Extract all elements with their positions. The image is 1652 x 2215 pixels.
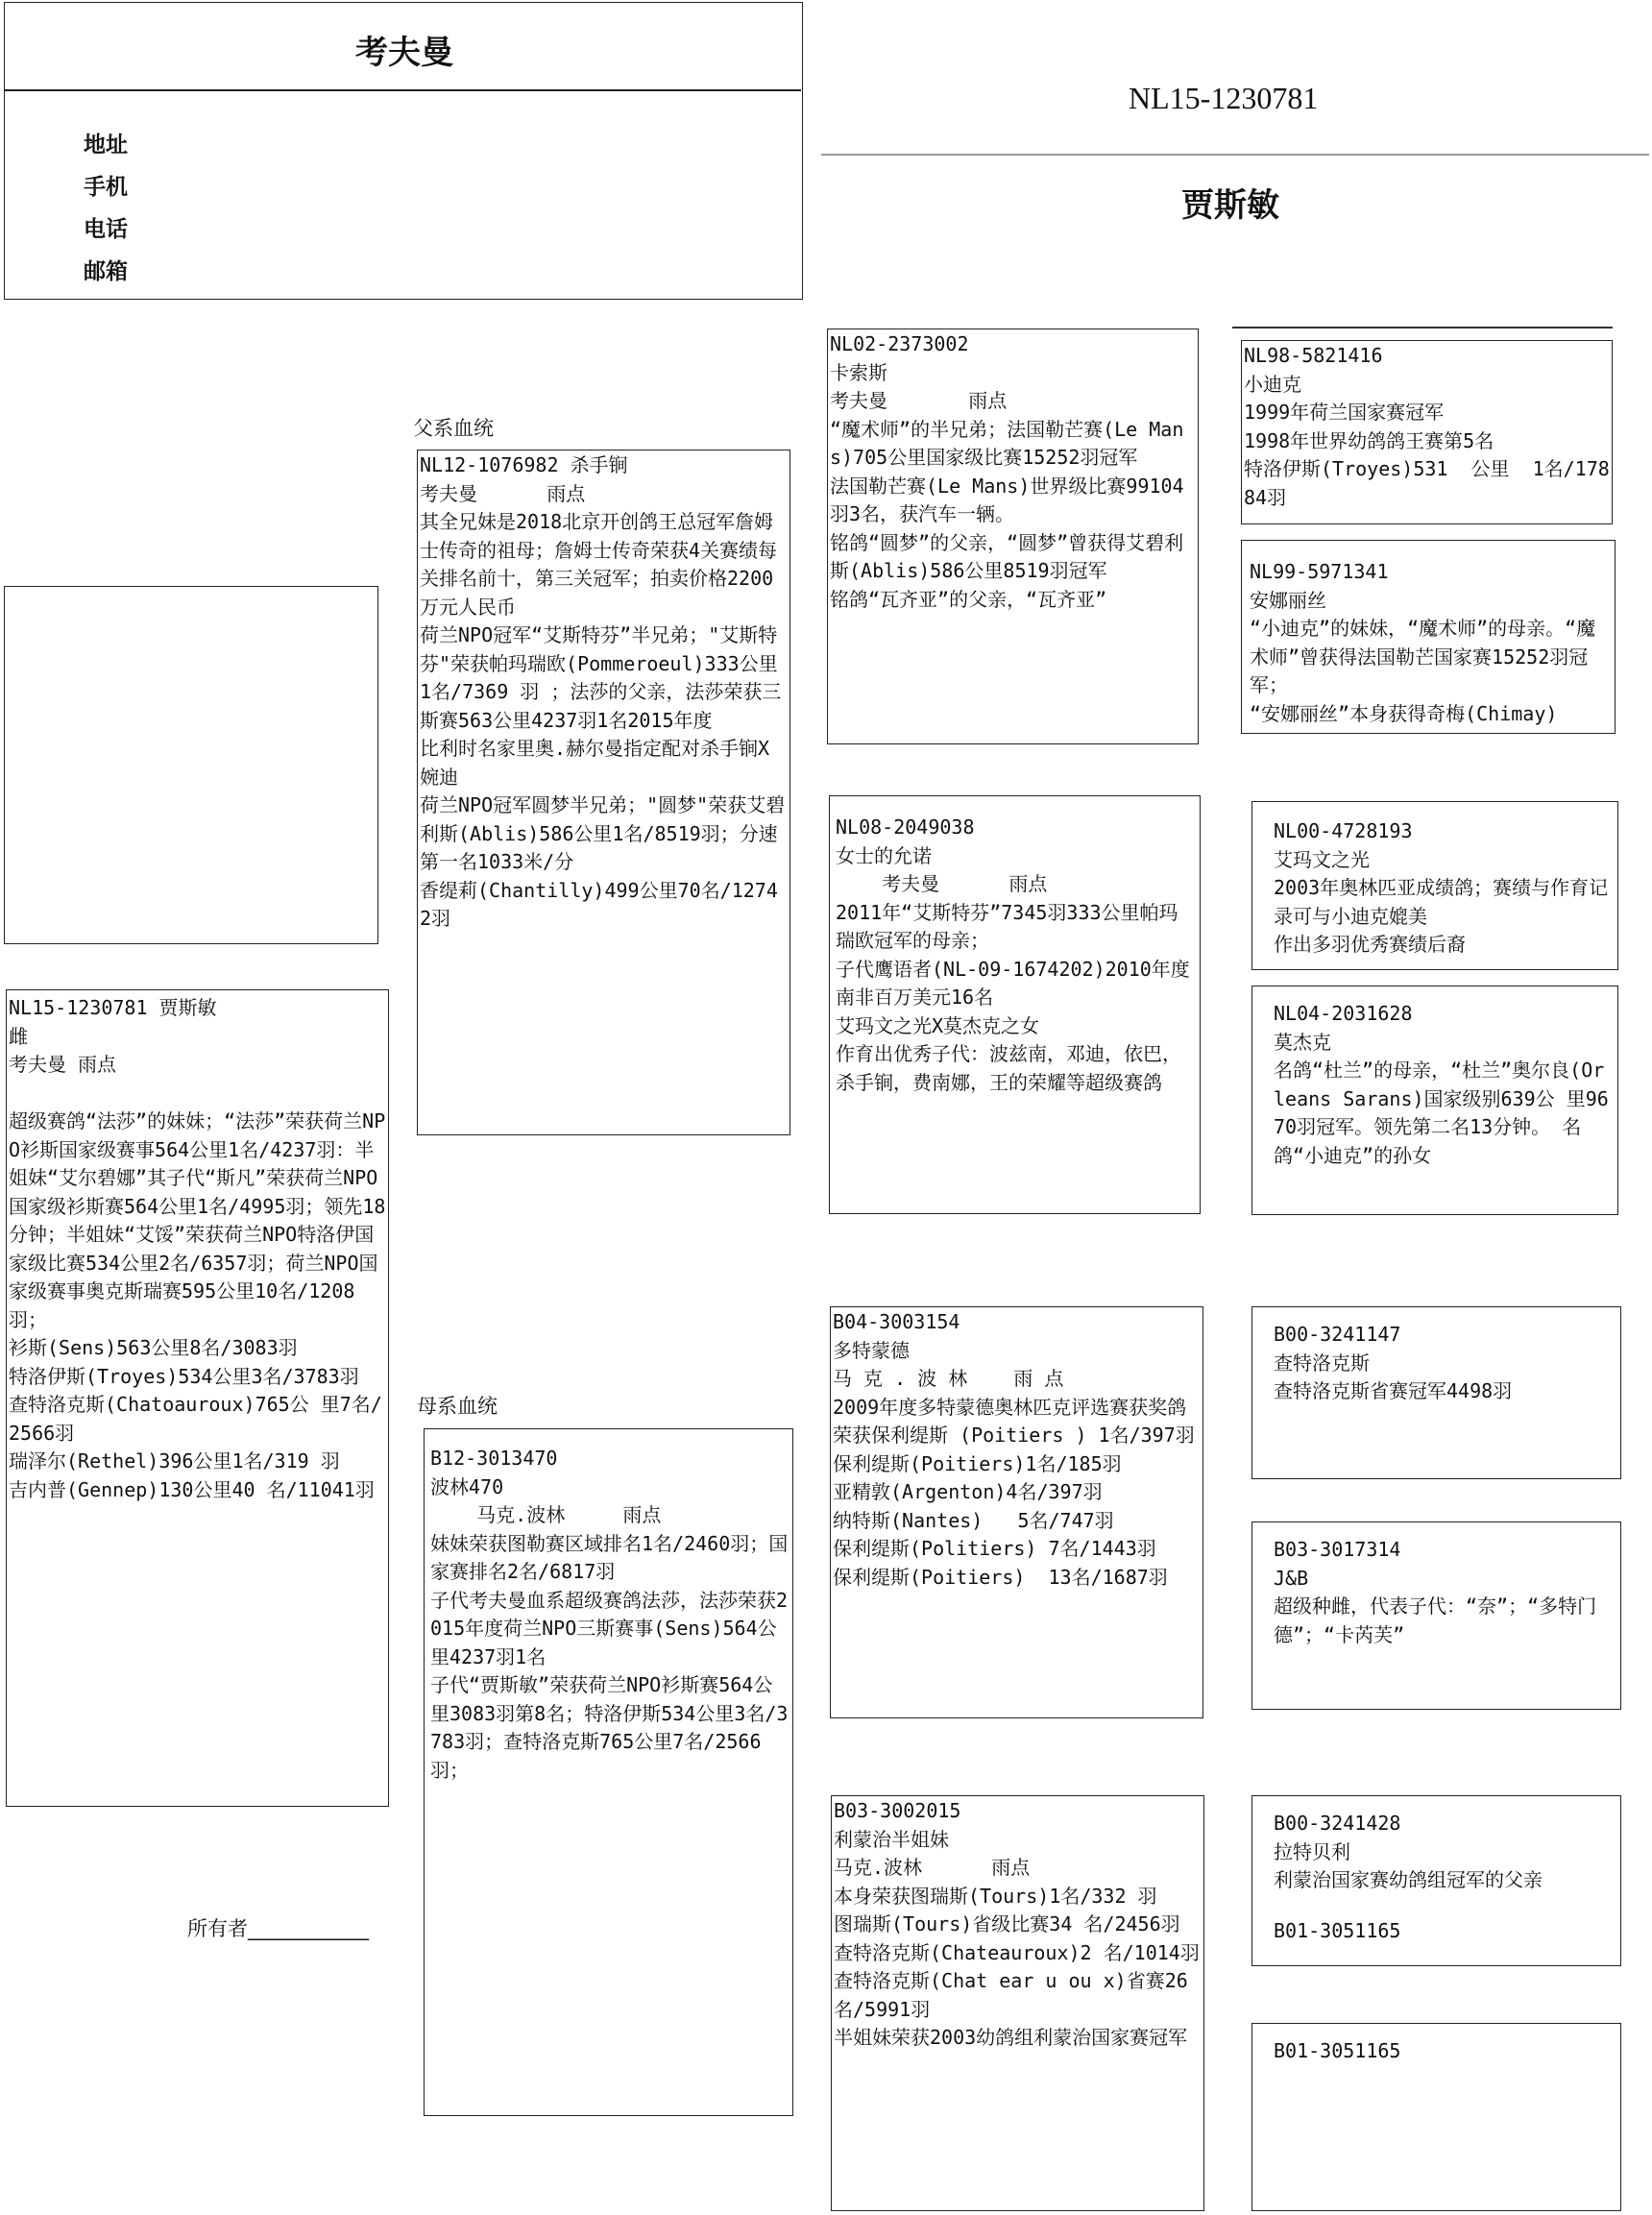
gen4-note: 2003年奥林匹亚成绩鸽；赛绩与作育记录可与小迪克媲美 — [1274, 876, 1609, 928]
gen4-card-7 — [1251, 1795, 1621, 1966]
gen3-breeder: 考夫曼 雨点 — [836, 872, 1048, 895]
grandsire-sire-card — [827, 329, 1199, 744]
gen4-name: 查特洛克斯 — [1274, 1351, 1370, 1375]
sire-ring-name: NL12-1076982 杀手锏 — [420, 453, 628, 476]
sire-breeder: 考夫曼 雨点 — [420, 481, 586, 505]
gen4-note: 1998年世界幼鸽鸽王赛第5名 — [1244, 428, 1494, 452]
gen4-note: “安娜丽丝”本身获得奇梅(Chimay) — [1250, 701, 1558, 725]
dam-ring: B12-3013470 — [430, 1447, 558, 1470]
owner-label: 所有者 — [187, 1917, 248, 1940]
gen4-ring: NL98-5821416 — [1244, 344, 1383, 367]
dam-breeder: 马克.波林 雨点 — [430, 1503, 662, 1526]
gen3-name: 女士的允诺 — [836, 843, 932, 867]
gen3-note: 荣获保利缇斯 (Poitiers ) 1名/397羽 — [833, 1424, 1195, 1447]
subject-card — [6, 989, 389, 1807]
subject-result: 衫斯(Sens)563公里8名/3083羽 — [9, 1336, 298, 1359]
gen3-note: 纳特斯(Nantes) 5名/747羽 — [833, 1508, 1114, 1532]
gen4-ring: B00-3241147 — [1274, 1323, 1401, 1346]
ring-number: NL15-1230781 — [1129, 81, 1319, 115]
gen3-note: 铭鸽“瓦齐亚”的父亲，“瓦齐亚” — [830, 587, 1107, 611]
header-divider — [5, 89, 801, 91]
gen3-name: 卡索斯 — [830, 360, 887, 384]
subject-breeder: 考夫曼 雨点 — [9, 1053, 117, 1076]
gen4-name: 莫杰克 — [1274, 1030, 1331, 1054]
title-divider — [821, 154, 1649, 156]
gen3-breeder: 马 克 . 波 林 雨 点 — [833, 1367, 1064, 1390]
gen4-name: 艾玛文之光 — [1274, 847, 1370, 871]
granddam-dam-card — [831, 1795, 1204, 2211]
grandsire-dam-card — [830, 1306, 1203, 1718]
gen3-note: 法国勒芒赛(Le Mans)世界级比赛99104羽3名，获汽车一辆。 — [830, 474, 1184, 525]
gen3-note: 艾玛文之光X莫杰克之女 — [836, 1013, 1040, 1037]
gen3-ring: B04-3003154 — [833, 1310, 960, 1333]
email-label: 邮箱 — [84, 259, 128, 284]
gen3-ring: NL02-2373002 — [830, 332, 969, 355]
gen4-ring: B01-3051165 — [1274, 2039, 1401, 2062]
gen4-name: 小迪克 — [1244, 372, 1301, 396]
owner-name: 考夫曼 — [355, 36, 453, 71]
dam-name: 波林470 — [430, 1474, 504, 1498]
gen3-note: 半姐妹荣获2003幼鸽组利蒙治国家赛冠军 — [834, 2026, 1188, 2049]
dam-line-label: 母系血统 — [417, 1395, 498, 1418]
gen4-ring: B03-3017314 — [1274, 1538, 1401, 1561]
gen3-note: 图瑞斯(Tours)省级比赛34 名/2456羽 — [834, 1912, 1180, 1935]
sire-note: 荷兰NPO冠军“艾斯特芬”半兄弟；"艾斯特芬"荣获帕玛瑞欧(Pommeroeul)333公里1名/7369 羽 ；法莎的父亲，法莎荣获三斯赛563公里4237羽1名2015年度 — [420, 623, 782, 732]
phone-label: 电话 — [84, 217, 128, 242]
gen3-note: 本身荣获图瑞斯(Tours)1名/332 羽 — [834, 1884, 1157, 1908]
subject-description: 超级赛鸽“法莎”的妹妹；“法莎”荣获荷兰NPO衫斯国家级赛事564公里1名/4237羽：半姐妹“艾尔碧娜”其子代“斯凡”荣获荷兰NPO国家级衫斯赛564公里1名/4995羽；领先18分钟；半姐妹“艾馁”荣获荷兰NPO特洛伊国家级比赛534公里2名/6357羽；荷兰NPO国家级赛事奥克斯瑞赛595公里10名/1208羽； — [9, 1109, 386, 1331]
dam-card — [424, 1428, 793, 2116]
gen3-note: 保利缇斯(Politiers) 7名/1443羽 — [833, 1537, 1156, 1560]
bird-name: 贾斯敏 — [1181, 188, 1279, 224]
gen3-ring: B03-3002015 — [834, 1799, 961, 1822]
gen4-note: 1999年荷兰国家赛冠军 — [1244, 401, 1445, 424]
gen4-ring: NL00-4728193 — [1274, 819, 1413, 842]
gen3-note: 2009年度多特蒙德奥林匹克评选赛获奖鸽 — [833, 1395, 1187, 1419]
gen4-card-1 — [1241, 340, 1613, 524]
sire-line-label: 父系血统 — [413, 417, 494, 440]
subject-ring-name: NL15-1230781 贾斯敏 — [9, 996, 217, 1019]
gen3-note: 保利缇斯(Poitiers) 13名/1687羽 — [833, 1565, 1168, 1589]
gen4-ring-cutoff: B01-3051165 — [1274, 1919, 1401, 1942]
sire-note: 香缇莉(Chantilly)499公里70名/12742羽 — [420, 878, 778, 930]
contact-labels — [84, 124, 128, 293]
gen3-note: 铭鸽“圆梦”的父亲，“圆梦”曾获得艾碧利斯(Ablis)586公里8519羽冠军 — [830, 530, 1184, 582]
sire-note: 其全兄妹是2018北京开创鸽王总冠军詹姆士传奇的祖母；詹姆士传奇荣获4关赛绩每关排名前十，第三关冠军；拍卖价格2200万元人民币 — [420, 510, 778, 619]
gen4-note: 作出多羽优秀赛绩后裔 — [1274, 933, 1466, 956]
gen3-name: 多特蒙德 — [833, 1338, 910, 1362]
gen4-note: 利蒙治国家赛幼鸽组冠军的父亲 — [1274, 1868, 1543, 1891]
gen4-note: 名鸽“杜兰”的母亲，“杜兰”奥尔良(Orleans Sarans)国家级别639公 里9670羽冠军。领先第二名13分钟。 名鸽“小迪克”的孙女 — [1274, 1059, 1609, 1167]
gen3-ring: NL08-2049038 — [836, 815, 975, 839]
gen3-note: 查特洛克斯(Chateauroux)2 名/1014羽 — [834, 1940, 1200, 1964]
gen4-card-5 — [1251, 1306, 1621, 1479]
subject-result: 吉内普(Gennep)130公里40 名/11041羽 — [9, 1477, 375, 1501]
subject-blank — [9, 1080, 386, 1108]
gen4-card-3 — [1251, 801, 1618, 970]
owner-signature — [187, 1913, 369, 1942]
gen4-note: 查特洛克斯省赛冠军4498羽 — [1274, 1379, 1513, 1402]
owner-header-box — [4, 2, 803, 300]
sire-note: 比利时名家里奥.赫尔曼指定配对杀手锏X婉迪 — [420, 737, 770, 789]
gen4-card-8 — [1251, 2023, 1621, 2211]
gen4-card-6 — [1251, 1521, 1621, 1710]
gen3-note: 子代鹰语者(NL-09-1674202)2010年度南非百万美元16名 — [836, 957, 1190, 1009]
gen4-note: “小迪克”的妹妹，“魔术师”的母亲。“魔术师”曾获得法国勒芒国家赛15252羽冠军； — [1250, 617, 1596, 696]
gen4-top-rule — [1232, 327, 1613, 329]
subject-sex: 雌 — [9, 1024, 28, 1048]
gen4-card-2 — [1241, 540, 1616, 734]
granddam-sire-card — [829, 795, 1201, 1214]
sire-card — [417, 450, 790, 1135]
gen3-note: 查特洛克斯(Chat ear u ou x)省赛26名/5991羽 — [834, 1969, 1188, 2021]
gen3-name: 利蒙治半姐妹 — [834, 1827, 949, 1851]
gen3-breeder: 考夫曼 雨点 — [830, 389, 1008, 412]
subject-result: 查特洛克斯(Chatoauroux)765公 里7名/2566羽 — [9, 1393, 382, 1445]
gen3-breeder: 马克.波林 雨点 — [834, 1856, 1031, 1879]
mobile-label: 手机 — [84, 175, 128, 200]
dam-note: 妹妹荣获图勒赛区域排名1名/2460羽；国家赛排名2名/6817羽 — [430, 1531, 789, 1583]
gen4-ring: NL99-5971341 — [1250, 560, 1389, 583]
gen4-card-4 — [1251, 986, 1618, 1215]
gen4-note: 特洛伊斯(Troyes)531 公里 1名/17884羽 — [1244, 457, 1610, 509]
dam-note: 子代考夫曼血系超级赛鸽法莎，法莎荣获2015年度荷兰NPO三斯赛事(Sens)564公里4237羽1名 — [430, 1588, 789, 1668]
gen4-ring: B00-3241428 — [1274, 1812, 1401, 1835]
subject-result: 瑞泽尔(Rethel)396公里1名/319 羽 — [9, 1449, 340, 1473]
gen3-note: 2011年“艾斯特芬”7345羽333公里帕玛瑞欧冠军的母亲； — [836, 900, 1178, 952]
address-label: 地址 — [84, 133, 128, 158]
gen4-ring: NL04-2031628 — [1274, 1002, 1413, 1025]
gen4-name: 安娜丽丝 — [1250, 588, 1326, 612]
dam-note: 子代“贾斯敏”荣获荷兰NPO衫斯赛564公里3083羽第8名；特洛伊斯534公里3名/3783羽；查特洛克斯765公里7名/2566羽； — [430, 1673, 789, 1782]
gen4-note: 超级种雌，代表子代：“奈”；“多特门德”；“卡芮芙” — [1274, 1594, 1597, 1646]
gen3-note: “魔术师”的半兄弟；法国勒芒赛(Le Mans)705公里国家级比赛15252羽冠军 — [830, 417, 1184, 469]
subject-result: 特洛伊斯(Troyes)534公里3名/3783羽 — [9, 1364, 359, 1388]
gen4-name: J&B — [1274, 1566, 1309, 1590]
sire-note: 荷兰NPO冠军圆梦半兄弟；"圆梦"荣获艾碧利斯(Ablis)586公里1名/8519羽；分速第一名1033米/分 — [420, 793, 786, 873]
owner-blank[interactable]: ____________ — [248, 1917, 369, 1940]
gen3-note: 作育出优秀子代：波兹南，邓迪，依巴，杀手锏，费南娜，王的荣耀等超级赛鸽 — [836, 1042, 1181, 1094]
gen3-note: 保利缇斯(Poitiers)1名/185羽 — [833, 1451, 1122, 1475]
gen3-note: 亚精敦(Argenton)4名/397羽 — [833, 1480, 1103, 1503]
photo-frame — [4, 586, 378, 944]
gen4-name: 拉特贝利 — [1274, 1839, 1350, 1863]
